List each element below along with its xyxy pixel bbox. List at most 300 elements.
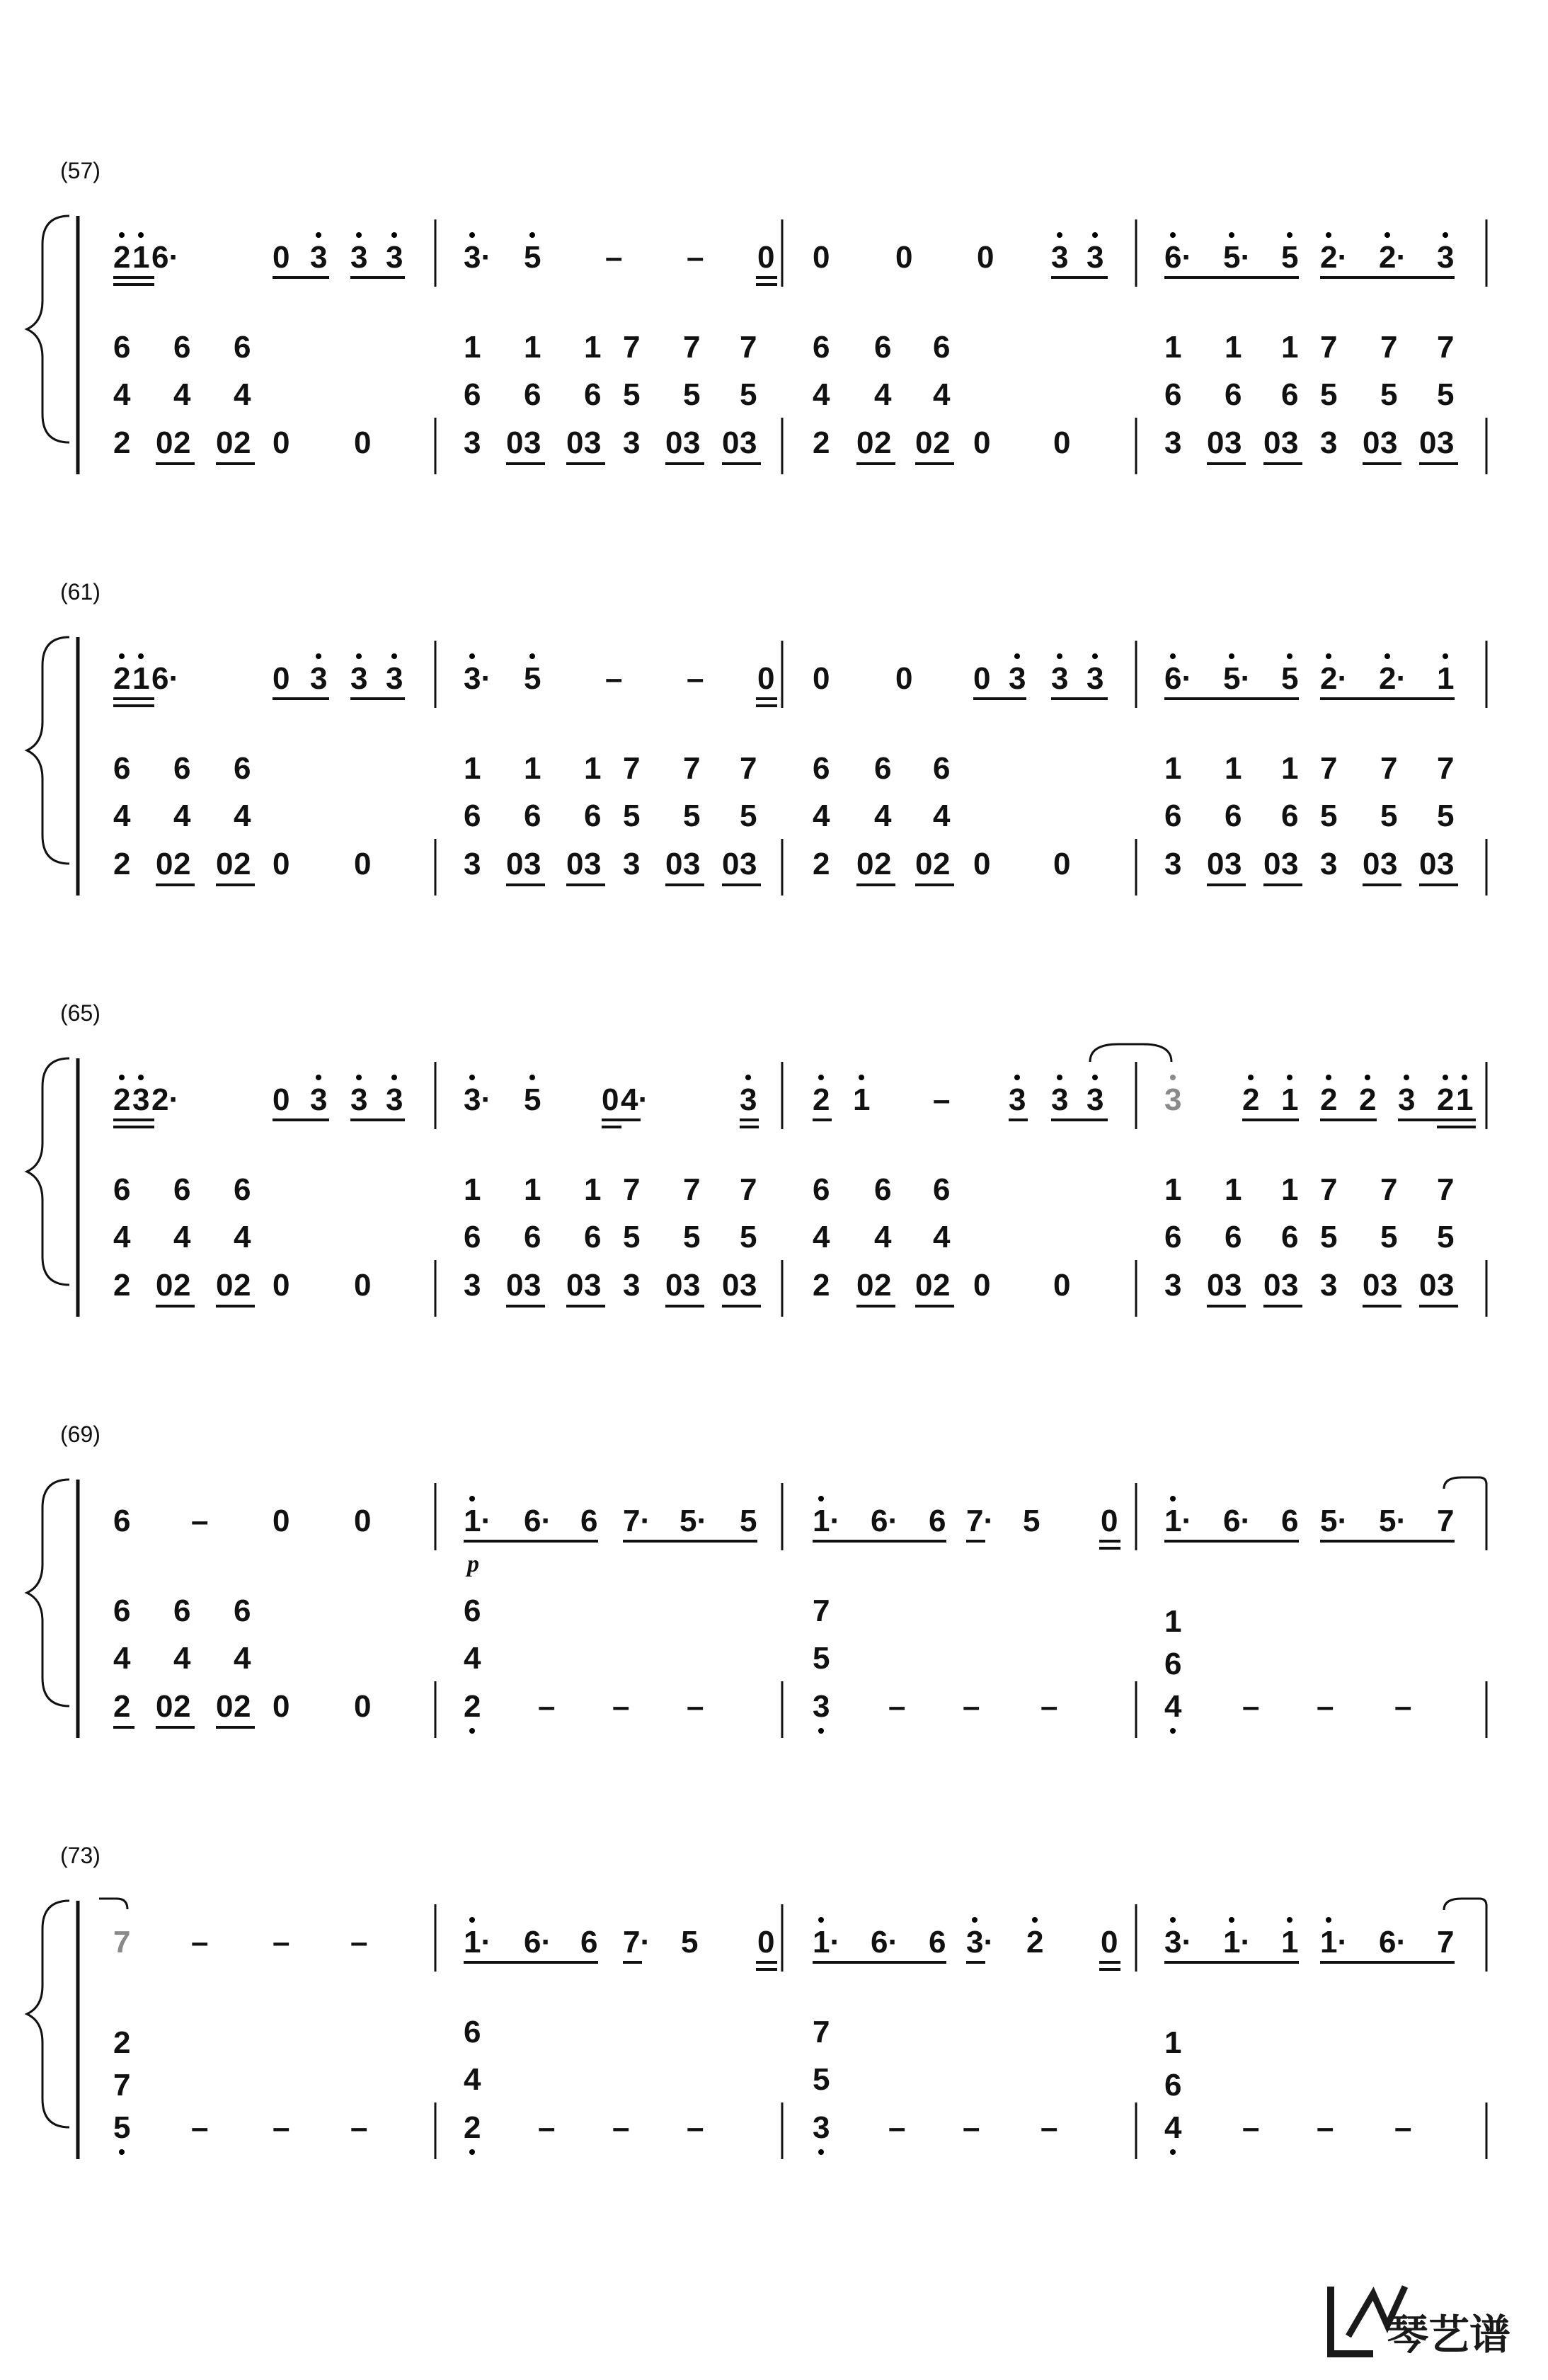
svg-text:0: 0 [354,1268,372,1303]
svg-text:7: 7 [1437,1925,1455,1960]
svg-text:6: 6 [113,751,131,786]
svg-text:1: 1 [1164,751,1182,786]
svg-text:0: 0 [156,1689,173,1724]
svg-text:5: 5 [1437,377,1455,412]
svg-text:6: 6 [234,1172,251,1207]
svg-text:1: 1 [1164,330,1182,365]
svg-text:2: 2 [234,1689,251,1724]
svg-text:–: – [350,1925,368,1960]
svg-text:5: 5 [683,1220,701,1254]
svg-text:7: 7 [1437,1172,1455,1207]
svg-text:6: 6 [113,1504,131,1538]
svg-text:7: 7 [740,1172,757,1207]
measure-number: (73) [60,1843,101,1868]
svg-text:5·: 5· [1223,240,1251,275]
svg-text:3: 3 [524,847,541,881]
svg-text:6: 6 [464,2015,481,2049]
svg-text:3: 3 [524,1268,541,1303]
measure-number: (69) [60,1421,101,1447]
svg-text:0: 0 [973,1268,991,1303]
svg-text:–: – [1242,2110,1260,2145]
svg-text:–: – [687,1689,704,1724]
svg-text:6: 6 [580,1504,598,1538]
svg-text:2: 2 [933,425,951,460]
svg-text:3: 3 [740,847,757,881]
svg-text:1: 1 [584,1172,602,1207]
svg-text:4: 4 [173,1641,191,1676]
svg-text:4: 4 [933,799,951,833]
system-65 [27,1000,1486,1317]
svg-text:1·: 1· [1164,1504,1193,1538]
svg-text:4: 4 [173,377,191,412]
svg-text:2: 2 [874,847,892,881]
svg-text:0: 0 [1263,1268,1281,1303]
svg-text:–: – [605,661,623,696]
svg-text:4: 4 [234,377,251,412]
svg-text:0: 0 [856,847,874,881]
svg-text:7: 7 [683,330,701,365]
svg-text:5: 5 [524,240,541,275]
svg-text:5: 5 [1380,1220,1398,1254]
svg-text:5: 5 [1320,799,1338,833]
svg-text:0: 0 [216,1689,234,1724]
svg-text:–: – [191,2110,209,2145]
svg-text:6: 6 [173,330,191,365]
svg-text:0: 0 [722,1268,740,1303]
svg-text:6: 6 [1164,799,1182,833]
svg-text:3: 3 [1437,847,1455,881]
svg-text:1: 1 [1281,1082,1299,1117]
svg-text:7: 7 [683,1172,701,1207]
svg-text:4: 4 [234,1220,251,1254]
svg-text:0: 0 [566,1268,584,1303]
svg-text:0: 0 [216,847,234,881]
svg-text:3: 3 [1051,240,1069,275]
svg-text:0: 0 [1101,1925,1118,1960]
svg-text:1·: 1· [1320,1925,1348,1960]
svg-text:6: 6 [1281,1504,1299,1538]
svg-text:0: 0 [1419,1268,1437,1303]
svg-text:7: 7 [1320,330,1338,365]
svg-text:3: 3 [623,1268,641,1303]
svg-text:4: 4 [933,1220,951,1254]
svg-text:0: 0 [273,661,290,696]
svg-text:3·: 3· [966,1925,994,1960]
svg-text:0: 0 [1263,847,1281,881]
svg-text:4·: 4· [621,1082,649,1117]
svg-text:0: 0 [915,847,933,881]
svg-text:3: 3 [1164,1082,1182,1117]
svg-text:3: 3 [813,1689,830,1724]
svg-text:2: 2 [113,1689,131,1724]
svg-text:2: 2 [113,2025,131,2060]
svg-text:6·: 6· [871,1504,899,1538]
svg-text:6·: 6· [524,1925,552,1960]
svg-text:1: 1 [524,1172,541,1207]
svg-text:5: 5 [740,799,757,833]
svg-text:6: 6 [173,1594,191,1628]
svg-text:0: 0 [1053,847,1071,881]
svg-text:0: 0 [1053,1268,1071,1303]
svg-text:2: 2 [173,1268,191,1303]
svg-text:2: 2 [464,2110,481,2145]
svg-text:4: 4 [1164,2110,1182,2145]
svg-text:–: – [350,2110,368,2145]
svg-text:3: 3 [1281,1268,1299,1303]
svg-text:–: – [273,1925,290,1960]
svg-text:3: 3 [132,1082,150,1117]
svg-text:3: 3 [350,1082,368,1117]
svg-text:2: 2 [933,1268,951,1303]
svg-text:2: 2 [234,1268,251,1303]
svg-text:6: 6 [813,751,830,786]
svg-text:6: 6 [929,1504,946,1538]
svg-text:1: 1 [132,240,150,275]
svg-text:6·: 6· [1164,240,1193,275]
svg-text:0: 0 [1363,847,1380,881]
svg-text:3: 3 [740,425,757,460]
svg-text:1: 1 [1456,1082,1474,1117]
svg-text:0: 0 [973,425,991,460]
svg-text:2: 2 [1320,1082,1338,1117]
svg-text:3: 3 [1009,661,1026,696]
svg-text:5: 5 [740,1220,757,1254]
svg-text:2: 2 [1026,1925,1044,1960]
svg-text:6: 6 [1225,377,1242,412]
svg-text:6: 6 [813,330,830,365]
svg-text:0: 0 [273,1082,290,1117]
svg-text:0: 0 [602,1082,619,1117]
brace [27,216,69,442]
svg-text:3: 3 [623,847,641,881]
svg-text:–: – [605,240,623,275]
svg-text:3: 3 [1051,1082,1069,1117]
svg-text:6: 6 [173,751,191,786]
svg-text:6: 6 [1164,1647,1182,1681]
svg-text:3: 3 [386,1082,403,1117]
svg-text:3: 3 [740,1082,757,1117]
svg-text:4: 4 [234,1641,251,1676]
svg-text:7·: 7· [623,1925,651,1960]
svg-text:5·: 5· [1320,1504,1348,1538]
svg-text:6: 6 [813,1172,830,1207]
svg-text:5: 5 [524,661,541,696]
svg-text:3: 3 [740,1268,757,1303]
svg-text:6: 6 [1281,1220,1299,1254]
svg-text:1: 1 [1437,661,1455,696]
svg-text:0: 0 [665,847,683,881]
svg-text:3: 3 [1009,1082,1026,1117]
svg-text:0: 0 [1207,1268,1225,1303]
svg-text:5: 5 [681,1925,699,1960]
svg-text:2: 2 [234,425,251,460]
svg-text:–: – [888,1689,906,1724]
system-61 [27,579,1486,896]
svg-text:5: 5 [1281,240,1299,275]
svg-text:6·: 6· [151,661,180,696]
svg-text:0: 0 [813,240,830,275]
svg-text:5: 5 [623,799,641,833]
svg-text:7·: 7· [623,1504,651,1538]
svg-text:6: 6 [1281,799,1299,833]
svg-text:4: 4 [113,377,131,412]
svg-text:–: – [687,2110,704,2145]
svg-text:7: 7 [1437,330,1455,365]
svg-text:3: 3 [1320,847,1338,881]
svg-text:0: 0 [354,1689,372,1724]
svg-text:5: 5 [683,799,701,833]
svg-text:7: 7 [1437,751,1455,786]
svg-text:5: 5 [1437,1220,1455,1254]
svg-text:3: 3 [584,1268,602,1303]
svg-text:0: 0 [216,1268,234,1303]
measure-number: (57) [60,158,101,183]
svg-text:3: 3 [1164,847,1182,881]
svg-text:2: 2 [464,1689,481,1724]
svg-text:1·: 1· [813,1504,841,1538]
svg-text:0: 0 [1207,847,1225,881]
svg-text:6: 6 [524,799,541,833]
svg-text:1: 1 [1164,1604,1182,1639]
svg-text:1: 1 [524,330,541,365]
svg-text:0: 0 [506,425,524,460]
svg-text:3: 3 [350,240,368,275]
svg-text:4: 4 [113,1641,131,1676]
svg-text:2: 2 [113,847,131,881]
svg-text:0: 0 [973,661,991,696]
svg-text:3: 3 [310,240,328,275]
svg-text:0: 0 [757,240,775,275]
svg-text:6: 6 [1164,2068,1182,2102]
svg-text:6: 6 [1225,1220,1242,1254]
svg-text:6: 6 [874,751,892,786]
svg-text:0: 0 [354,1504,372,1538]
svg-text:6: 6 [929,1925,946,1960]
svg-text:6: 6 [584,377,602,412]
svg-text:2·: 2· [1379,240,1407,275]
svg-text:6: 6 [1225,799,1242,833]
svg-text:6: 6 [464,1220,481,1254]
svg-text:–: – [191,1504,209,1538]
svg-text:3: 3 [1225,847,1242,881]
svg-text:6: 6 [1164,377,1182,412]
svg-text:4: 4 [874,377,892,412]
svg-text:6: 6 [173,1172,191,1207]
svg-text:2: 2 [1242,1082,1260,1117]
svg-text:–: – [933,1082,951,1117]
svg-text:7: 7 [683,751,701,786]
svg-text:5: 5 [113,2110,131,2145]
svg-text:3: 3 [1281,847,1299,881]
svg-text:2: 2 [173,847,191,881]
svg-text:2: 2 [234,847,251,881]
svg-text:7: 7 [1320,1172,1338,1207]
svg-text:3: 3 [1225,425,1242,460]
svg-text:2: 2 [813,1268,830,1303]
svg-text:3: 3 [1380,425,1398,460]
svg-text:0: 0 [977,240,994,275]
svg-text:–: – [1317,1689,1334,1724]
svg-text:–: – [1317,2110,1334,2145]
svg-text:–: – [963,1689,980,1724]
svg-text:5: 5 [1380,377,1398,412]
svg-text:0: 0 [1363,425,1380,460]
svg-text:–: – [191,1925,209,1960]
svg-text:6: 6 [874,1172,892,1207]
svg-text:6: 6 [933,1172,951,1207]
svg-text:0: 0 [156,847,173,881]
svg-text:–: – [1394,2110,1412,2145]
svg-text:1: 1 [1281,330,1299,365]
svg-text:2: 2 [113,240,131,275]
svg-text:4: 4 [813,799,830,833]
svg-text:3: 3 [310,1082,328,1117]
svg-text:3: 3 [623,425,641,460]
svg-text:4: 4 [234,799,251,833]
svg-text:1: 1 [1225,330,1242,365]
svg-text:0: 0 [273,425,290,460]
svg-text:7: 7 [1320,751,1338,786]
svg-text:–: – [538,1689,556,1724]
svg-text:3: 3 [1380,1268,1398,1303]
svg-text:4: 4 [1164,1689,1182,1724]
svg-text:6: 6 [113,330,131,365]
measure-number: (61) [60,579,101,605]
svg-text:–: – [1040,1689,1058,1724]
svg-text:6: 6 [524,1220,541,1254]
svg-text:0: 0 [273,1268,290,1303]
svg-text:4: 4 [113,799,131,833]
svg-text:0: 0 [156,425,173,460]
svg-text:3: 3 [310,661,328,696]
svg-text:6: 6 [113,1594,131,1628]
svg-text:0: 0 [813,661,830,696]
svg-text:0: 0 [757,1925,775,1960]
svg-text:3: 3 [683,847,701,881]
measure-number: (65) [60,1000,101,1026]
svg-text:2: 2 [874,1268,892,1303]
svg-text:1: 1 [1164,2025,1182,2060]
svg-text:2: 2 [813,425,830,460]
svg-text:5: 5 [740,1504,757,1538]
svg-text:1: 1 [1281,1172,1299,1207]
svg-text:3: 3 [386,240,403,275]
svg-text:5: 5 [1320,377,1338,412]
svg-text:7: 7 [623,1172,641,1207]
system-73 [27,1843,1486,2159]
svg-text:2: 2 [113,1082,131,1117]
svg-text:–: – [612,2110,630,2145]
svg-text:5: 5 [1437,799,1455,833]
svg-text:3: 3 [1087,1082,1104,1117]
svg-text:7: 7 [1380,751,1398,786]
svg-text:0: 0 [506,847,524,881]
svg-text:3: 3 [1320,425,1338,460]
svg-text:1·: 1· [464,1925,492,1960]
svg-text:6·: 6· [1164,661,1193,696]
svg-text:4: 4 [173,799,191,833]
system-57 [27,158,1486,474]
svg-text:1: 1 [853,1082,871,1117]
svg-text:2: 2 [173,425,191,460]
svg-text:–: – [963,2110,980,2145]
svg-text:0: 0 [216,425,234,460]
svg-text:6·: 6· [871,1925,899,1960]
svg-text:4: 4 [173,1220,191,1254]
treble-row [113,219,1486,287]
svg-text:5: 5 [1380,799,1398,833]
svg-text:4: 4 [813,1220,830,1254]
svg-text:6·: 6· [151,240,180,275]
svg-text:3: 3 [1437,240,1455,275]
qinyipu-logo [1331,2287,1510,2359]
svg-text:3: 3 [386,661,403,696]
svg-text:7: 7 [623,330,641,365]
svg-text:2: 2 [813,1082,830,1117]
svg-text:–: – [687,240,704,275]
svg-text:1·: 1· [813,1925,841,1960]
svg-text:5·: 5· [1379,1504,1407,1538]
svg-text:0: 0 [915,1268,933,1303]
svg-text:0: 0 [757,661,775,696]
svg-text:5: 5 [1023,1504,1040,1538]
svg-text:0: 0 [1419,425,1437,460]
svg-text:3: 3 [1437,1268,1455,1303]
svg-text:3·: 3· [464,240,492,275]
svg-text:3: 3 [1164,1268,1182,1303]
svg-text:1: 1 [464,751,481,786]
svg-text:3·: 3· [464,661,492,696]
svg-text:6: 6 [933,751,951,786]
svg-text:5: 5 [524,1082,541,1117]
svg-text:3: 3 [350,661,368,696]
svg-text:3: 3 [813,2110,830,2145]
svg-text:3: 3 [464,1268,481,1303]
svg-text:5: 5 [623,377,641,412]
svg-text:–: – [687,661,704,696]
tie [1090,1044,1171,1062]
svg-text:7: 7 [113,1925,131,1960]
svg-text:7: 7 [1380,1172,1398,1207]
svg-text:2: 2 [813,847,830,881]
svg-text:6: 6 [234,1594,251,1628]
svg-text:6: 6 [113,1172,131,1207]
svg-text:2·: 2· [1320,661,1348,696]
brand-text: 琴艺谱 [1387,2311,1511,2359]
svg-text:2: 2 [113,661,131,696]
svg-text:6: 6 [234,330,251,365]
svg-text:4: 4 [874,799,892,833]
svg-text:5·: 5· [1223,661,1251,696]
svg-text:1: 1 [1164,1172,1182,1207]
svg-text:3: 3 [1051,661,1069,696]
svg-text:0: 0 [506,1268,524,1303]
svg-text:3: 3 [464,847,481,881]
svg-text:1: 1 [132,661,150,696]
svg-text:6: 6 [1164,1220,1182,1254]
svg-text:4: 4 [933,377,951,412]
svg-text:5: 5 [1281,661,1299,696]
svg-text:0: 0 [273,1689,290,1724]
svg-text:–: – [1242,1689,1260,1724]
svg-text:0: 0 [1363,1268,1380,1303]
svg-text:0: 0 [354,425,372,460]
svg-text:2·: 2· [1320,240,1348,275]
svg-text:7·: 7· [966,1504,994,1538]
svg-text:–: – [1394,1689,1412,1724]
svg-text:2: 2 [173,1689,191,1724]
svg-text:6: 6 [584,1220,602,1254]
